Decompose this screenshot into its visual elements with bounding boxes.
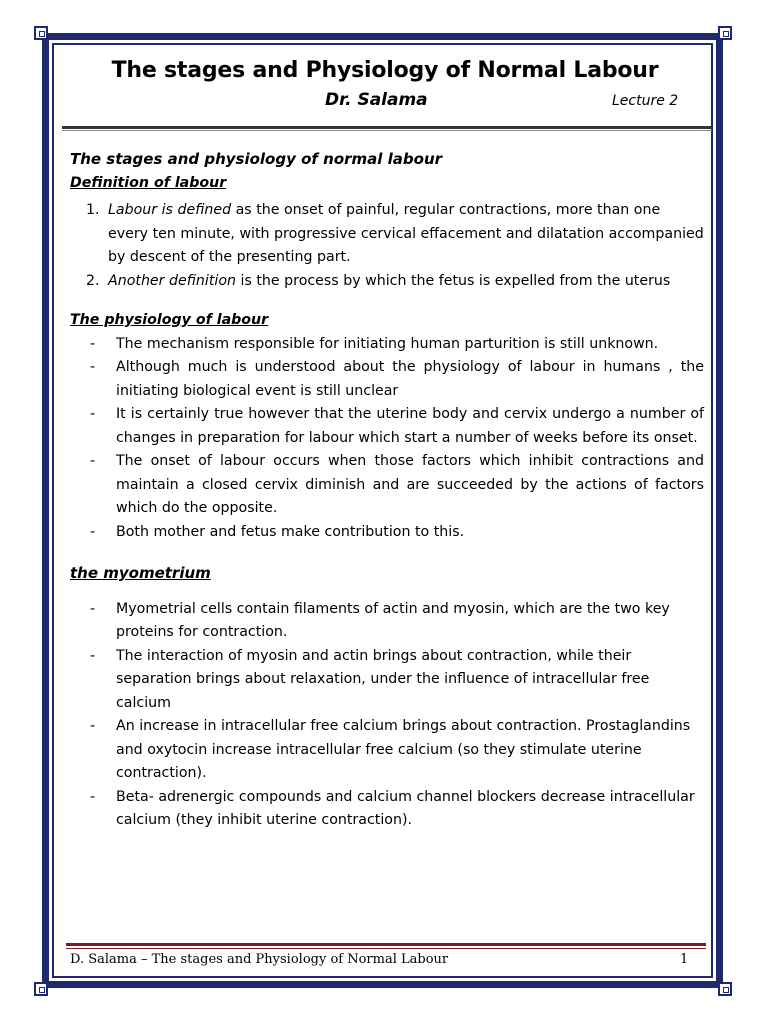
physiology-heading: The physiology of labour: [70, 312, 269, 328]
list-item: - Although much is understood about the physiology of labour in humans , the initiating biological event is still unclear: [70, 356, 704, 403]
definition-list: [70, 199, 704, 293]
myometrium-list: [70, 598, 704, 833]
border-corner-top-right: [718, 26, 732, 40]
list-item: - Beta- adrenergic compounds and calcium channel blockers decrease intracellular calcium (they inhibit uterine contraction).: [70, 786, 704, 833]
lecture-label: Lecture 2: [612, 93, 679, 109]
list-item: - It is certainly true however that the uterine body and cervix undergo a number of changes in preparation for labour which start a number of weeks before its onset.: [70, 403, 704, 450]
definition-item: [104, 270, 704, 294]
page-number: 1: [680, 952, 689, 967]
header-divider-thin: [62, 130, 712, 131]
definition-item: [104, 199, 704, 270]
definition-heading: Definition of labour: [70, 174, 227, 191]
definition-lead: Another definition: [108, 272, 237, 289]
border-corner-bottom-left: [34, 982, 48, 996]
definition-text: as the onset of painful, regular contractions, more than one every ten minute, with progressive cervical effacement and dilatation accompanied by descent of the presenting part.: [108, 202, 704, 265]
footer-text: D. Salama – The stages and Physiology of Normal Labour: [70, 952, 449, 967]
footer-divider-thin: [66, 948, 706, 949]
list-item: - The interaction of myosin and actin brings about contraction, while their separation brings about relaxation, under the influence of intracellular free calcium: [70, 645, 704, 716]
myometrium-heading: the myometrium: [70, 564, 211, 582]
author-name: Dr. Salama: [325, 90, 428, 110]
section-heading: The stages and physiology of normal labour: [70, 150, 443, 168]
document-title: The stages and Physiology of Normal Labour: [111, 58, 659, 83]
border-corner-bottom-right: [718, 982, 732, 996]
header-divider: [62, 126, 712, 129]
footer-divider: [66, 943, 706, 946]
list-item: - The onset of labour occurs when those factors which inhibit contractions and maintain a closed cervix diminish and are succeeded by the actions of factors which do the opposite.: [70, 450, 704, 521]
list-item: - Myometrial cells contain filaments of actin and myosin, which are the two key proteins for contraction.: [70, 598, 704, 645]
list-item: - Both mother and fetus make contribution to this.: [70, 521, 704, 545]
list-item: - An increase in intracellular free calcium brings about contraction. Prostaglandins and oxytocin increase intracellular free calcium (so they stimulate uterine contraction).: [70, 715, 704, 786]
definition-lead: Labour is defined: [108, 202, 232, 218]
document-body: [70, 148, 704, 833]
list-item: - The mechanism responsible for initiating human parturition is still unknown.: [70, 333, 704, 357]
definition-text: is the process by which the fetus is expelled from the uterus: [236, 272, 671, 289]
physiology-list: [70, 333, 704, 545]
border-corner-top-left: [34, 26, 48, 40]
